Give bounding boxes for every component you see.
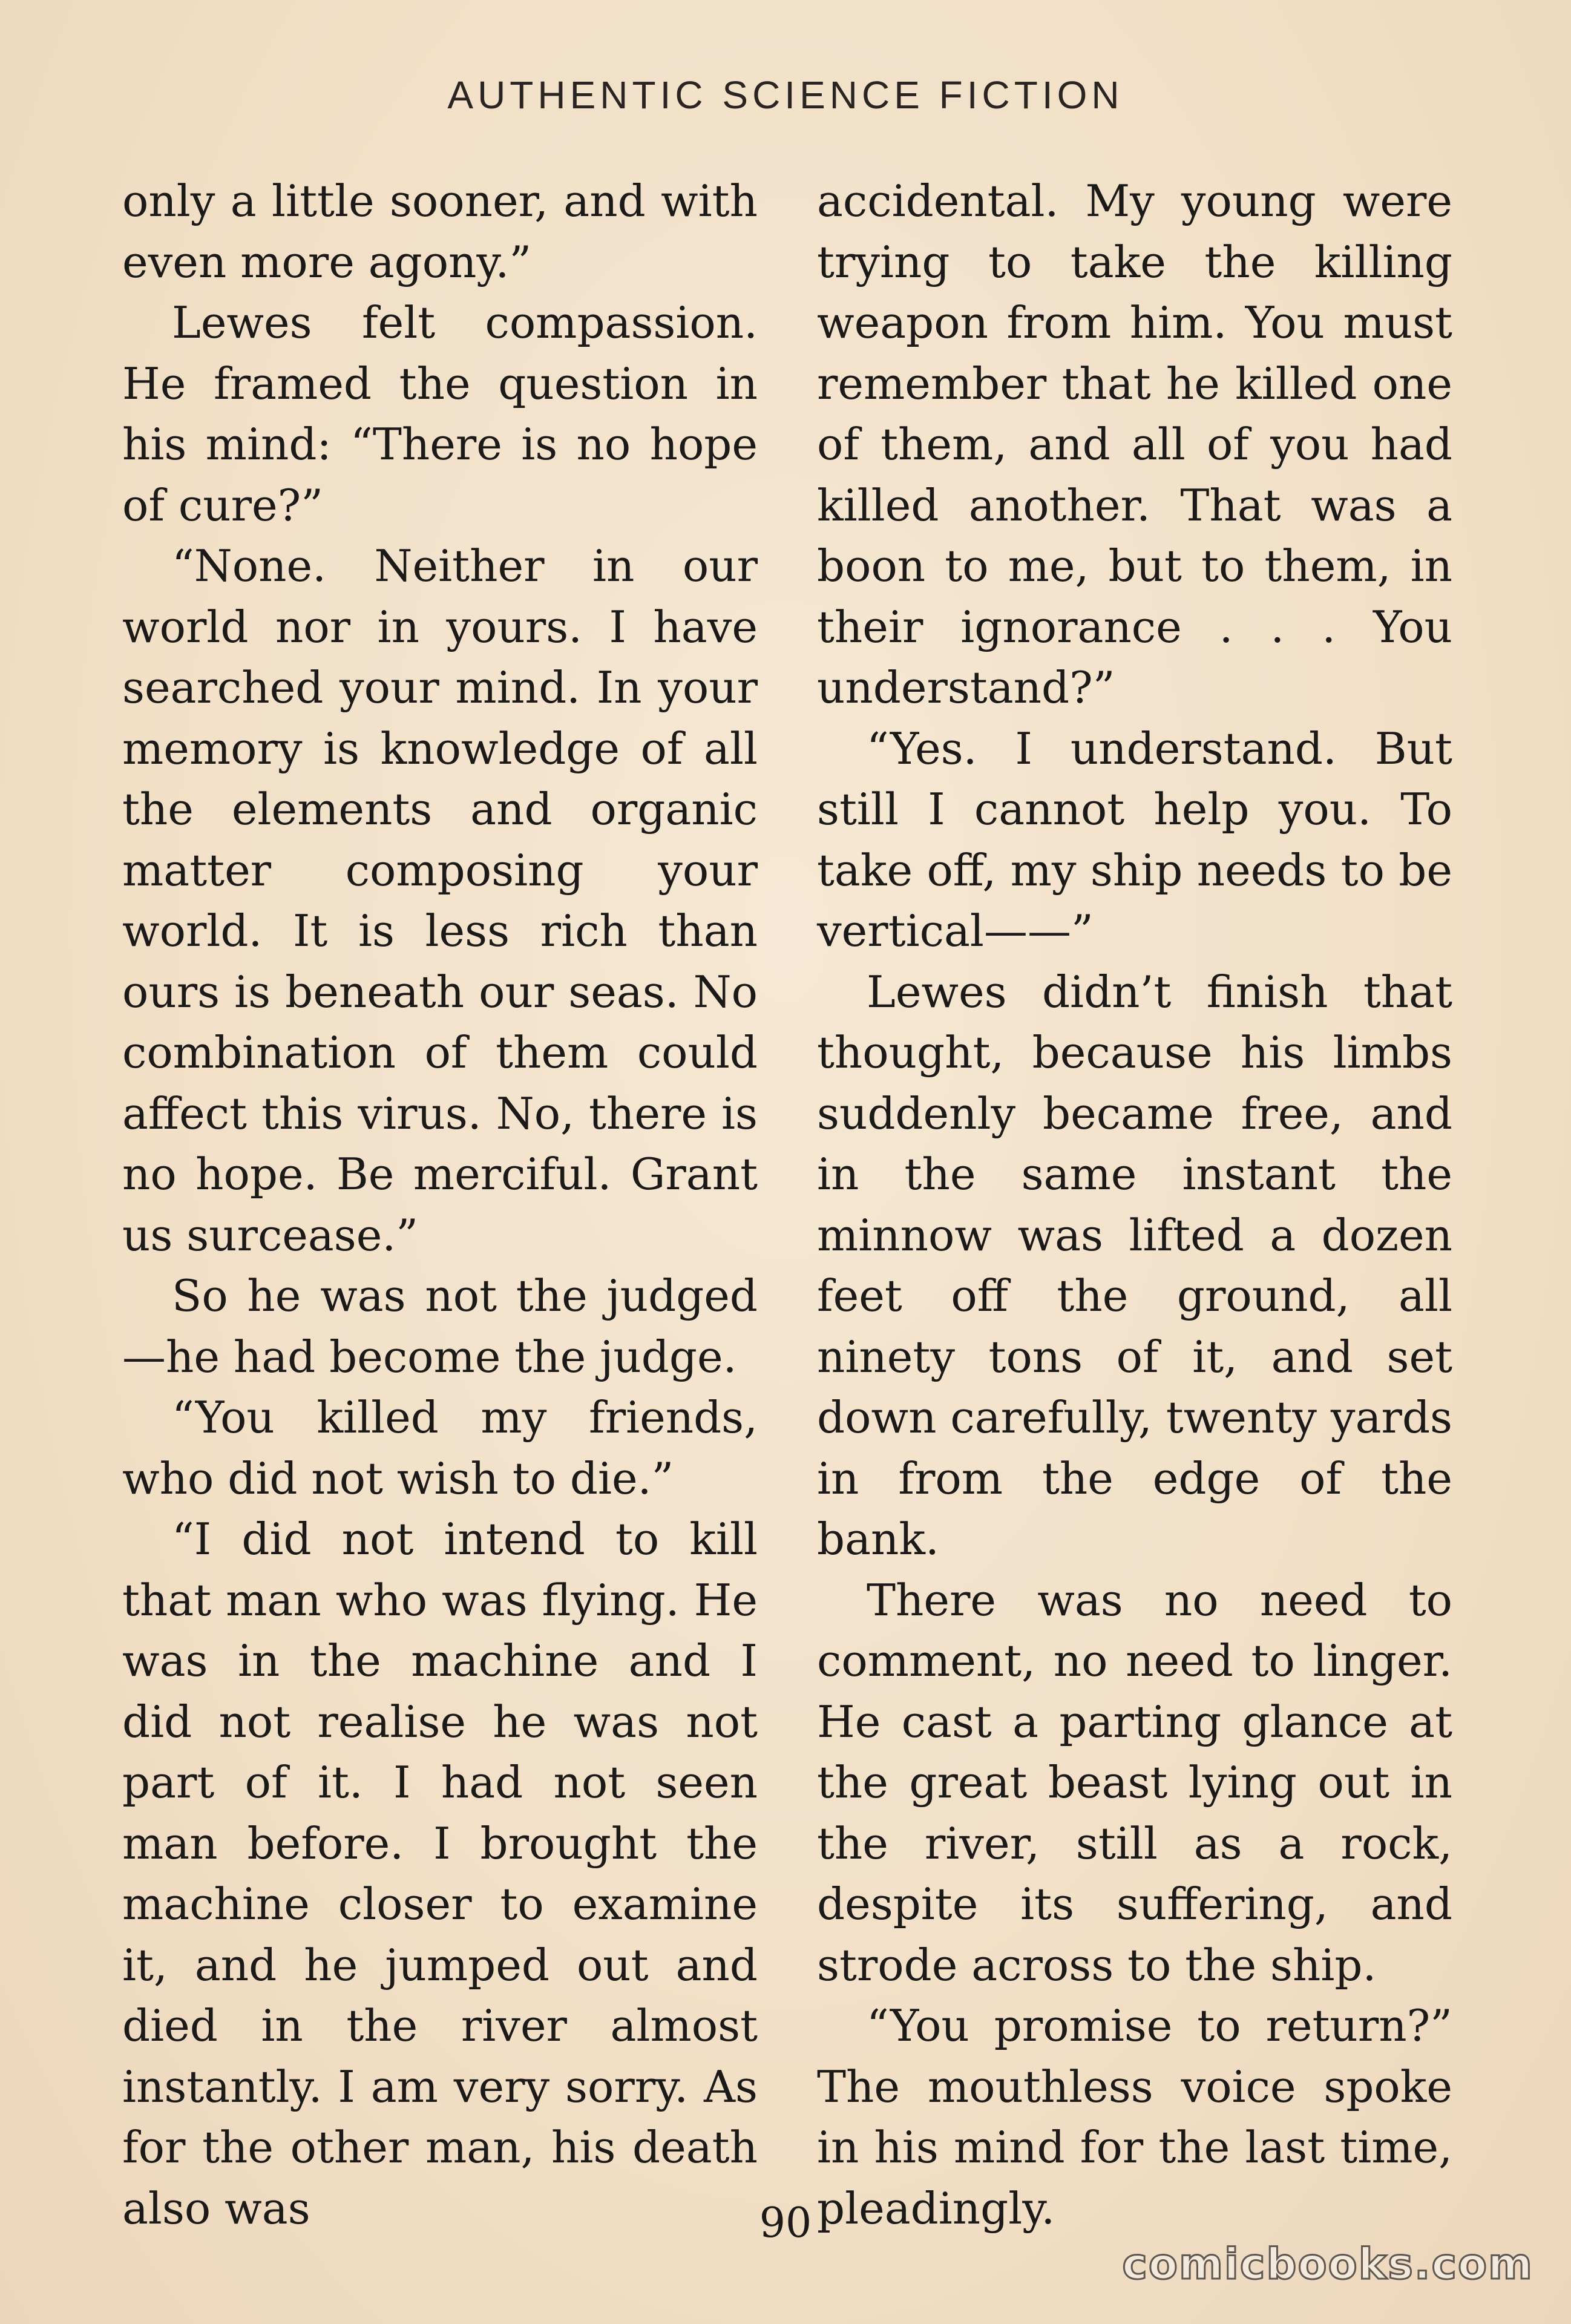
paragraph: There was no need to comment, no need to linger. He cast a parting glance at the great beast lying out in the river, still as a rock, despite its suffering, and strode across to the ship. — [817, 1574, 1452, 1991]
paragraph: “You promise to return?” The mouthless voice spoke in his mind for the last time, pleadingly. — [817, 2000, 1452, 2234]
paragraph: “None. Neither in our world nor in yours. I have searched your mind. In your memory is knowledge of all the elements and organic matter composing your world. It is less rich than ours is beneath our seas. No combination of them could affect this virus. No, there is no hope. Be merciful. Grant us surcease.” — [122, 540, 758, 1261]
left-column — [122, 171, 758, 2234]
right-column — [817, 171, 1452, 2234]
paragraph: So he was not the judged—he had become the judge. — [122, 1270, 758, 1382]
paragraph: “Yes. I understand. But still I cannot help you. To take off, my ship needs to be vertical——” — [817, 723, 1452, 956]
watermark: comicbooks.com — [1122, 2239, 1533, 2289]
paragraph: “You killed my friends, who did not wish to die.” — [122, 1392, 758, 1504]
paragraph: Lewes felt compassion. He framed the question in his mind: “There is no hope of cure?” — [122, 297, 758, 531]
paragraph: accidental. My young were trying to take the killing weapon from him. You must remember that he killed one of them, and all of you had killed another. That was a boon to me, but to them, in their ignorance . . . You understand?” — [817, 176, 1452, 713]
paragraph: only a little sooner, and with even more agony.” — [122, 176, 758, 287]
paragraph: “I did not intend to kill that man who was flying. He was in the machine and I did not realise he was not part of it. I had not seen man before. I brought the machine closer to examine it, and he jumped out and died in the river almost instantly. I am very sorry. As for the other man, his death also was — [122, 1514, 758, 2234]
running-head: AUTHENTIC SCIENCE FICTION — [447, 73, 1124, 117]
paragraph: Lewes didn’t finish that thought, because his limbs suddenly became free, and in the same instant the minnow was lifted a dozen feet off the ground, all ninety tons of it, and set down carefully, twenty yards in from the edge of the bank. — [817, 966, 1452, 1564]
page-number: 90 — [759, 2199, 812, 2247]
